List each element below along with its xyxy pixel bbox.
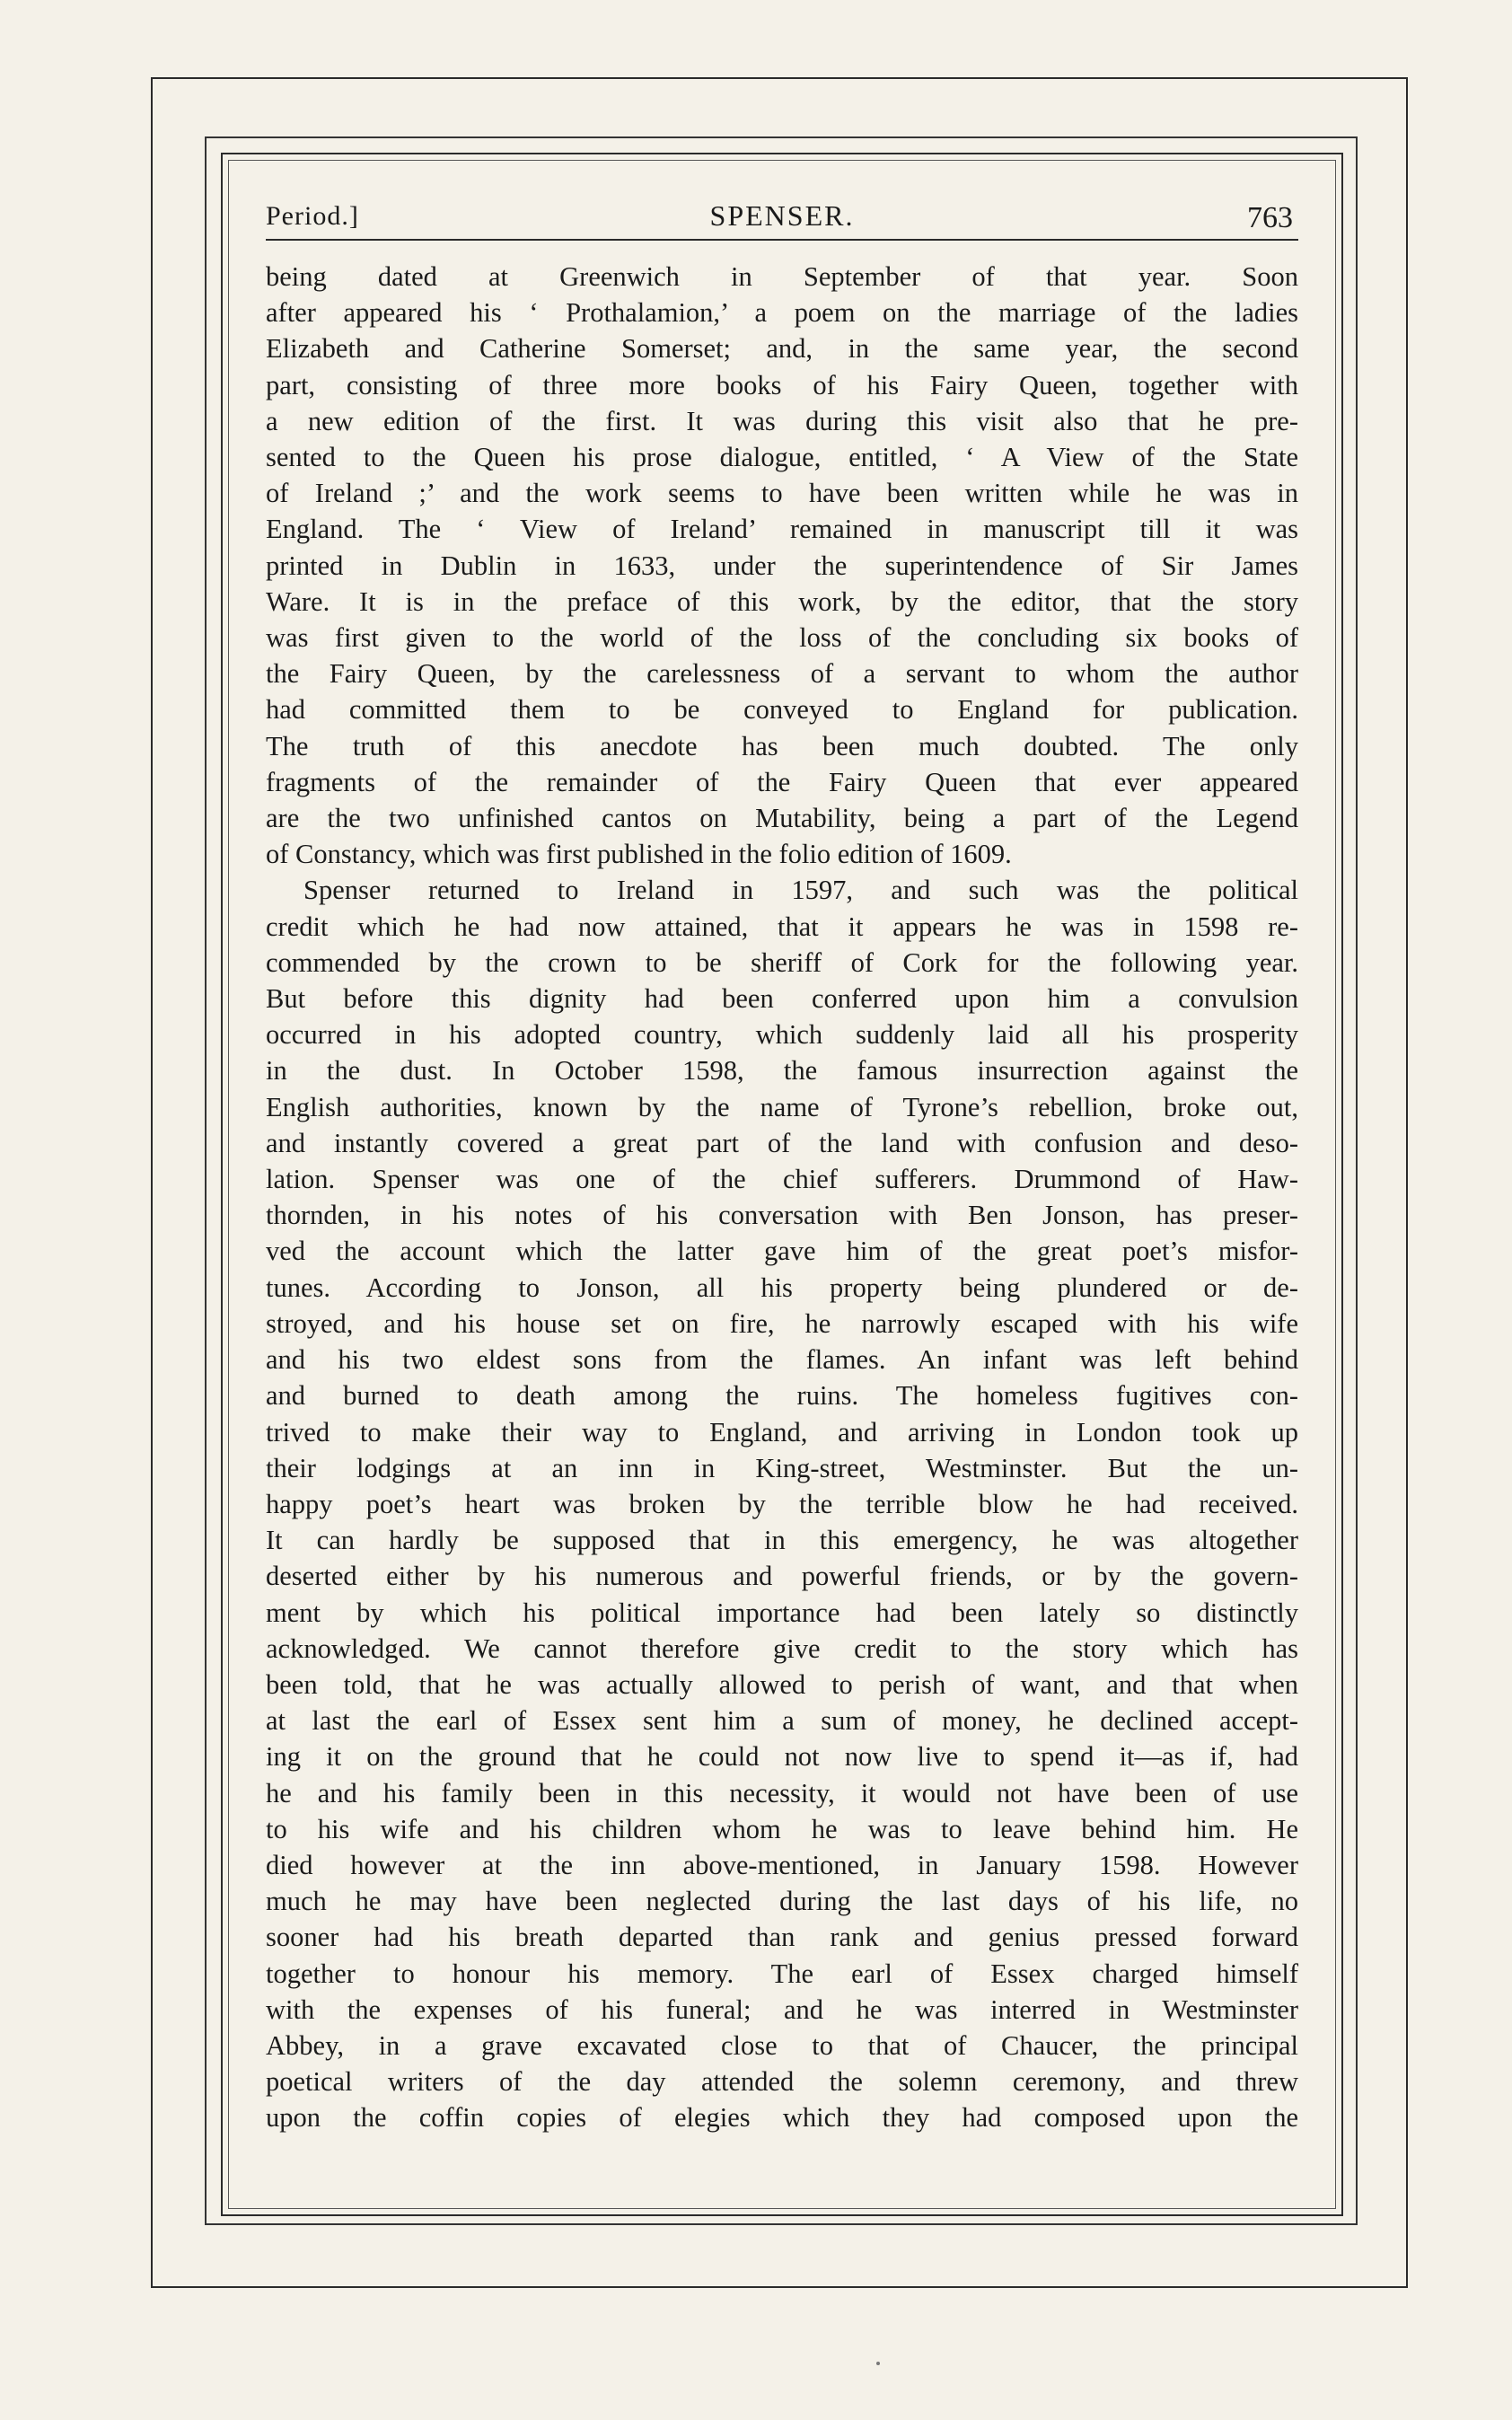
text-line: and his two eldest sons from the flames. An infant was left behind	[266, 1344, 1298, 1376]
text-line: ment by which his political importance had been lately so distinctly	[266, 1597, 1298, 1628]
text-line: sooner had his breath departed than rank and genius pressed forward	[266, 1922, 1298, 1953]
paper-speck	[876, 2362, 880, 2365]
header-period: Period.]	[266, 201, 359, 231]
text-line: acknowledged. We cannot therefore give credit to the story which has	[266, 1632, 1298, 1664]
text-line: been told, that he was actually allowed to perish of want, and that when	[266, 1668, 1298, 1700]
text-line: But before this dignity had been conferred upon him a convulsion	[266, 983, 1298, 1015]
text-line: printed in Dublin in 1633, under the superintendence of Sir James	[266, 550, 1298, 581]
text-line: occurred in his adopted country, which suddenly laid all his prosperity	[266, 1019, 1298, 1051]
text-line: of Constancy, which was first published in the folio edition of 1609.	[266, 839, 1012, 870]
text-line: poetical writers of the day attended the solemn ceremony, and threw	[266, 2066, 1298, 2098]
text-line: in the dust. In October 1598, the famous insurrection against the	[266, 1055, 1298, 1087]
text-line: and burned to death among the ruins. The homeless fugitives con-	[266, 1380, 1298, 1412]
text-line: The truth of this anecdote has been much doubted. The only	[266, 730, 1298, 761]
text-line: tunes. According to Jonson, all his property being plundered or de-	[266, 1272, 1298, 1303]
text-line: and instantly covered a great part of the land with confusion and deso-	[266, 1127, 1298, 1158]
text-line: he and his family been in this necessity, it would not have been of use	[266, 1777, 1298, 1808]
text-line: thornden, in his notes of his conversation with Ben Jonson, has preser-	[266, 1200, 1298, 1231]
text-line: upon the coffin copies of elegies which they had composed upon the	[266, 2102, 1298, 2134]
text-line: the Fairy Queen, by the carelessness of a servant to whom the author	[266, 658, 1298, 690]
page-number: 763	[1247, 201, 1293, 234]
text-line: fragments of the remainder of the Fairy Queen that ever appeared	[266, 766, 1298, 797]
text-line: trived to make their way to England, and arriving in London took up	[266, 1416, 1298, 1448]
text-line: was first given to the world of the loss of the concluding six books of	[266, 622, 1298, 654]
text-line: their lodgings at an inn in King-street, Westminster. But the un-	[266, 1452, 1298, 1483]
text-line: part, consisting of three more books of his Fairy Queen, together with	[266, 369, 1298, 400]
text-line: with the expenses of his funeral; and he was interred in Westminster	[266, 1993, 1298, 2025]
text-line: English authorities, known by the name of Tyrone’s rebellion, broke out,	[266, 1091, 1298, 1122]
text-line: lation. Spenser was one of the chief sufferers. Drummond of Haw-	[266, 1164, 1298, 1195]
text-line: to his wife and his children whom he was to leave behind him. He	[266, 1813, 1298, 1844]
header-rule	[266, 239, 1298, 241]
text-line: after appeared his ‘ Prothalamion,’ a poem on the marriage of the ladies	[266, 297, 1298, 329]
text-line: sented to the Queen his prose dialogue, entitled, ‘ A View of the State	[266, 442, 1298, 473]
text-line: stroyed, and his house set on fire, he narrowly escaped with his wife	[266, 1307, 1298, 1339]
text-line: of Ireland ;’ and the work seems to have been written while he was in	[266, 478, 1298, 509]
text-line: Spenser returned to Ireland in 1597, and such was the political	[303, 875, 1298, 906]
text-line: together to honour his memory. The earl of Essex charged himself	[266, 1958, 1298, 1989]
text-line: deserted either by his numerous and powerful friends, or by the govern-	[266, 1561, 1298, 1592]
text-line: at last the earl of Essex sent him a sum of money, he declined accept-	[266, 1705, 1298, 1737]
text-line: commended by the crown to be sheriff of Cork for the following year.	[266, 946, 1298, 978]
text-line: happy poet’s heart was broken by the terrible blow he had received.	[266, 1488, 1298, 1519]
text-line: being dated at Greenwich in September of that year. Soon	[266, 261, 1298, 292]
text-line: credit which he had now attained, that it appears he was in 1598 re-	[266, 911, 1298, 942]
running-header	[266, 196, 1298, 241]
body-text	[266, 259, 1298, 2136]
text-line: It can hardly be supposed that in this emergency, he was altogether	[266, 1525, 1298, 1556]
text-line: England. The ‘ View of Ireland’ remained in manuscript till it was	[266, 514, 1298, 545]
text-line: Ware. It is in the preface of this work, by the editor, that the story	[266, 585, 1298, 617]
text-line: Elizabeth and Catherine Somerset; and, in the same year, the second	[266, 333, 1298, 365]
text-line: are the two unfinished cantos on Mutability, being a part of the Legend	[266, 803, 1298, 834]
text-line: much he may have been neglected during the last days of his life, no	[266, 1886, 1298, 1917]
header-title: SPENSER.	[709, 199, 855, 232]
text-line: a new edition of the first. It was during this visit also that he pre-	[266, 405, 1298, 436]
text-line: died however at the inn above-mentioned, in January 1598. However	[266, 1849, 1298, 1880]
text-line: ing it on the ground that he could not now live to spend it—as if, had	[266, 1741, 1298, 1773]
text-line: ved the account which the latter gave him of the great poet’s misfor-	[266, 1236, 1298, 1267]
text-line: Abbey, in a grave excavated close to that of Chaucer, the principal	[266, 2029, 1298, 2061]
text-line: had committed them to be conveyed to England for publication.	[266, 694, 1298, 726]
